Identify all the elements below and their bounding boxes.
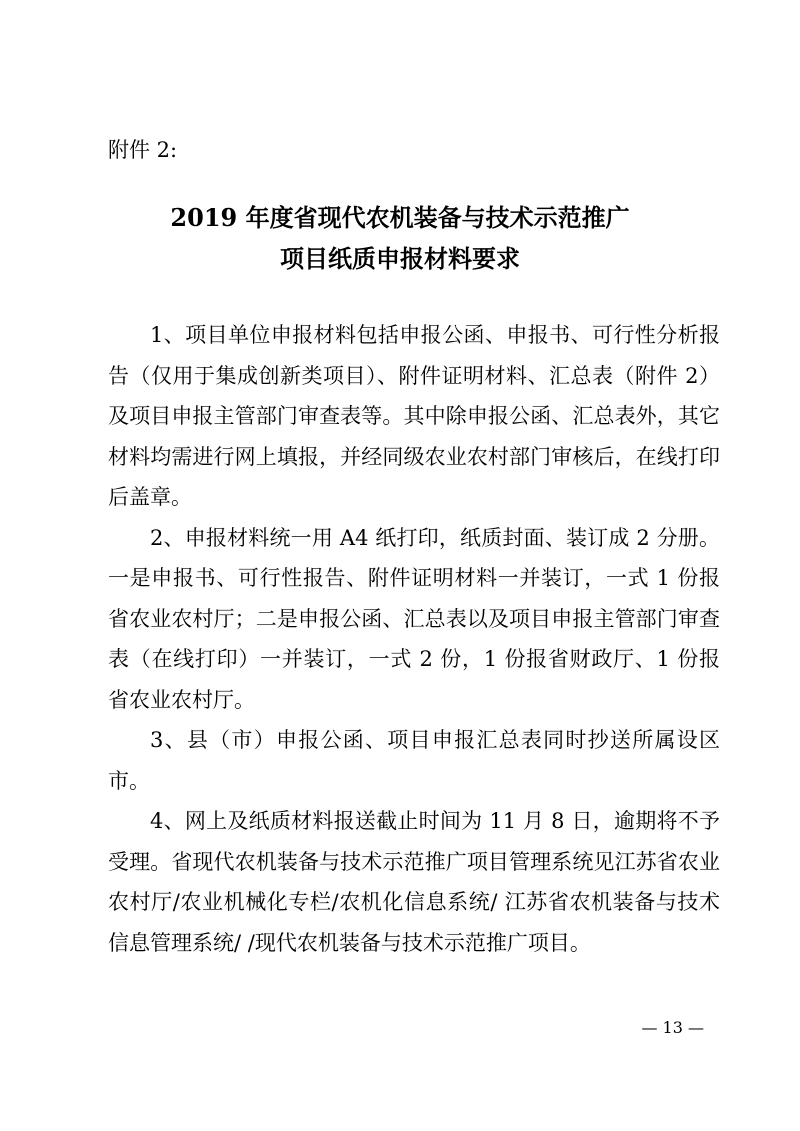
page-number: — 13 — bbox=[641, 1018, 704, 1037]
paragraph-4: 4、网上及纸质材料报送截止时间为 11 月 8 日，逾期将不予受理。省现代农机装备与技术示范推广项目管理系统见江苏省农业农村厅/农业机械化专栏/农机化信息系统/ 江苏省农机装备与技术信息管理系统/ /现代农机装备与技术示范推广项目。 bbox=[108, 809, 720, 955]
paragraph-1: 1、项目单位申报材料包括申报公函、申报书、可行性分析报告（仅用于集成创新类项目）、附件证明材料、汇总表（附件 2）及项目申报主管部门审查表等。其中除申报公函、汇总表外，其它材料均需进行网上填报，并经同级农业农村部门审核后，在线打印后盖章。 bbox=[108, 323, 720, 509]
paragraph-3: 3、县（市）申报公函、项目申报汇总表同时抄送所属设区市。 bbox=[108, 728, 720, 793]
document-body bbox=[108, 315, 720, 963]
paragraph-2: 2、申报材料统一用 A4 纸打印，纸质封面、装订成 2 分册。一是申报书、可行性报告、附件证明材料一并装订，一式 1 份报省农业农村厅；二是申报公函、汇总表以及项目申报主管部门审查表（在线打印）一并装订，一式 2 份，1 份报省财政厅、1 份报省农业农村厅。 bbox=[108, 525, 720, 712]
attachment-label: 附件 2: bbox=[108, 138, 178, 162]
document-title-line-2: 项目纸质申报材料要求 bbox=[280, 244, 520, 273]
document-title-line-1: 2019 年度省现代农机装备与技术示范推广 bbox=[170, 203, 630, 232]
